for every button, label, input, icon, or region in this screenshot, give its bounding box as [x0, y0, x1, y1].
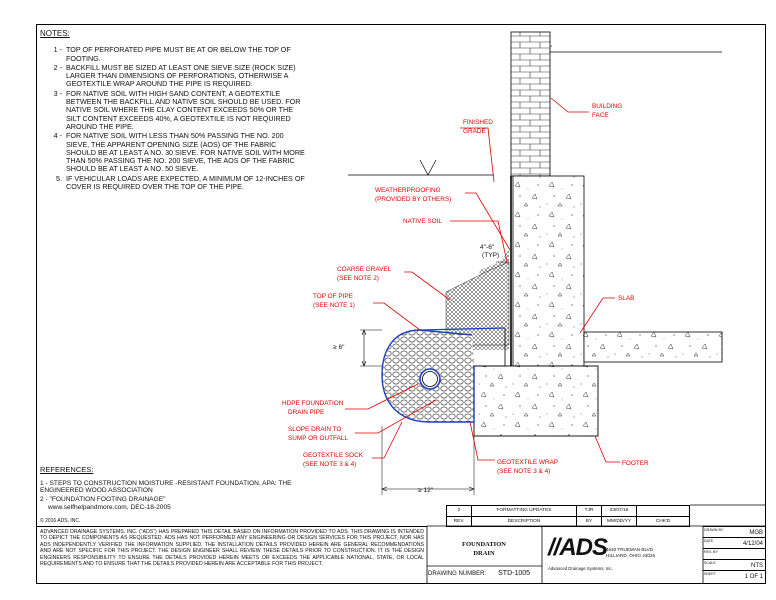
- disclaimer: ADVANCED DRAINAGE SYSTEMS, INC. ("ADS") HAS PREPARED THIS DETAIL BASED ON INFORMATION PROVIDED TO ADS. THIS DRAWING IS INTENDED TO DEPICT THE COMPONENTS AS REQUESTED. ADS HAS NOT PERFORMED ANY ENGINEERING OR DESIGN SERVICES FOR THIS PROJECT, NOR HAS ADS INDEPENDENTLY VERIFIED THE INFORMATION SUPPLIED. THE INSTALLATION DETAILS PROVIDED HEREIN ARE GENERAL RECOMMENDATIONS AND ARE NOT SPECIFIC FOR THIS PROJECT. THE DESIGN ENGINEER SHALL REVIEW THESE DETAILS PRIOR TO CONSTRUCTION. IT IS THE DESIGN ENGINEERS RESPONSIBILITY TO ENSURE THE DETAILS PROVIDED HEREIN MEETS OR EXCEEDS THE APPLICABLE NATIONAL, STATE, OR LOCAL REQUIREMENTS AND TO ENSURE THAT THE DETAILS PROVIDED HEREIN ARE ACCEPTABLE FOR THIS PROJECT.: [37, 526, 427, 583]
- drawing-title: FOUNDATION DRAIN: [462, 541, 506, 557]
- label-geotextile-wrap: GEOTEXTILE WRAP: [497, 459, 559, 466]
- label-top-of-pipe: TOP OF PIPE: [313, 293, 353, 300]
- svg-text:(SEE NOTE 3 & 4): (SEE NOTE 3 & 4): [497, 468, 551, 475]
- label-hdpe-pipe: HDPE FOUNDATION: [282, 400, 344, 407]
- references-heading: REFERENCES:: [40, 465, 94, 474]
- drawing-number: DRAWING NUMBER: STD-1005: [428, 570, 531, 577]
- revision-header: REV. DESCRIPTION BY MM/DD/YY CHK'D: [447, 516, 690, 527]
- svg-text:DRAIN PIPE: DRAIN PIPE: [288, 409, 325, 416]
- label-native-soil: NATIVE SOIL: [403, 218, 442, 225]
- reference-item: www.selfhelpandmore.com, DEC-18-2005: [48, 504, 171, 512]
- copyright: © 2016 ADS, INC.: [40, 518, 81, 524]
- note-item: 1 - TOP OF PERFORATED PIPE MUST BE AT OR BELOW THE TOP OF FOOTING.: [53, 45, 291, 63]
- revision-row: 2 FORMATTING UPDATES TJR 03/07/16: [447, 506, 690, 517]
- svg-text:FACE: FACE: [592, 112, 609, 119]
- label-footer: FOOTER: [622, 460, 649, 467]
- brick-wall: [511, 32, 550, 176]
- foundation-wall: [513, 176, 584, 366]
- footing: [474, 366, 598, 436]
- label-building-face: BUILDING: [592, 103, 623, 110]
- dim-top: 4"-6": [480, 244, 495, 251]
- note-item: 5. IF VEHICULAR LOADS ARE EXPECTED, A MINIMUM OF 12-INCHES OF COVER IS REQUIRED OVER THE TOP OF THE PIPE.: [56, 173, 305, 192]
- label-slab: SLAB: [618, 295, 635, 302]
- title-block-side: [703, 526, 766, 584]
- svg-text:(SEE NOTE 3 & 4): (SEE NOTE 3 & 4): [303, 461, 357, 468]
- notes-heading: NOTES:: [40, 29, 70, 38]
- revision-table: [446, 505, 690, 527]
- ads-logo-block: [548, 532, 703, 576]
- company-name: Advanced Drainage Systems, Inc.: [548, 566, 613, 571]
- svg-text:SUMP OR OUTFALL: SUMP OR OUTFALL: [288, 435, 348, 442]
- label-slope-drain: SLOPE DRAIN TO: [288, 426, 342, 433]
- svg-text:(SEE NOTE 1): (SEE NOTE 1): [313, 302, 355, 309]
- ads-logo: //ADS: [548, 534, 608, 561]
- slab: [584, 332, 722, 362]
- note-item: 2 - BACKFILL MUST BE SIZED AT LEAST ONE SIEVE SIZE (ROCK SIZE) LARGER THAN DIMENSIONS OF PERFORATIONS, OTHERWISE A GEOTEXTILE WRAP AROUND THE PIPE IS REQUIRED.: [53, 62, 296, 89]
- dim-top-typ: (TYP): [482, 252, 500, 259]
- svg-text:(SEE NOTE 2): (SEE NOTE 2): [337, 275, 379, 282]
- svg-text:(PROVIDED BY OTHERS): (PROVIDED BY OTHERS): [375, 196, 452, 203]
- reference-item: 1 - STEPS TO CONSTRUCTION MOISTURE -RESISTANT FOUNDATION, APA: THE ENGINEERED WOOD ASSOCIATION: [40, 479, 292, 495]
- label-coarse-gravel: COARSE GRAVEL: [337, 266, 392, 273]
- svg-text:GRADE: GRADE: [463, 128, 486, 135]
- drawn-by: DRAWN BY MGB: [703, 526, 766, 537]
- company-address: 4640 TRUEMAN BLVD HILLIARD, OHIO 43026: [606, 547, 656, 558]
- coarse-gravel-backfill: [446, 262, 509, 345]
- note-item: 3 - FOR NATIVE SOIL WITH HIGH SAND CONTENT, A GEOTEXTILE BETWEEN THE BACKFILL AND NATIVE SOIL SHOULD BE USED. FOR NATIVE SOIL WHERE THE CLAY CONTENT EXCEEDS 50% OR THE SILT CONTENT EXCEEDS 40%, A GEOTEXTILE IS NOT REQUIRED AROUND THE PIPE.: [53, 88, 301, 131]
- label-weatherproofing: WEATHERPROOFING: [375, 187, 441, 194]
- sheet: SHEET 1 OF 1: [703, 570, 766, 581]
- note-item: 4 - FOR NATIVE SOIL WITH LESS THAN 50% PASSING THE NO. 200 SIEVE, THE APPARENT OPENING SIZE (AOS) OF THE FABRIC SHOULD BE AT LEAST A NO. 30 SIEVE. FOR NATIVE SOIL WITH MORE THAN 50% PASSING THE NO. 200 SIEVE, THE AOS OF THE FABRIC SHOULD BE AT LEAST A NO. 50 SIEVE.: [53, 131, 305, 174]
- dim-width: ≥ 12": [418, 487, 434, 494]
- scale: SCALE NTS: [703, 559, 766, 570]
- label-finished-grade: FINISHED: [463, 119, 493, 126]
- reference-item: 2 - "FOUNDATION FOOTING DRAINAGE": [40, 495, 166, 503]
- rev-by: REV. BY: [703, 548, 766, 559]
- date: DATE 4/12/04: [703, 537, 766, 548]
- grade-symbol: [420, 160, 436, 175]
- dim-cover: ≥ 6": [333, 344, 345, 351]
- label-geotextile-sock: GEOTEXTILE SOCK: [303, 452, 364, 459]
